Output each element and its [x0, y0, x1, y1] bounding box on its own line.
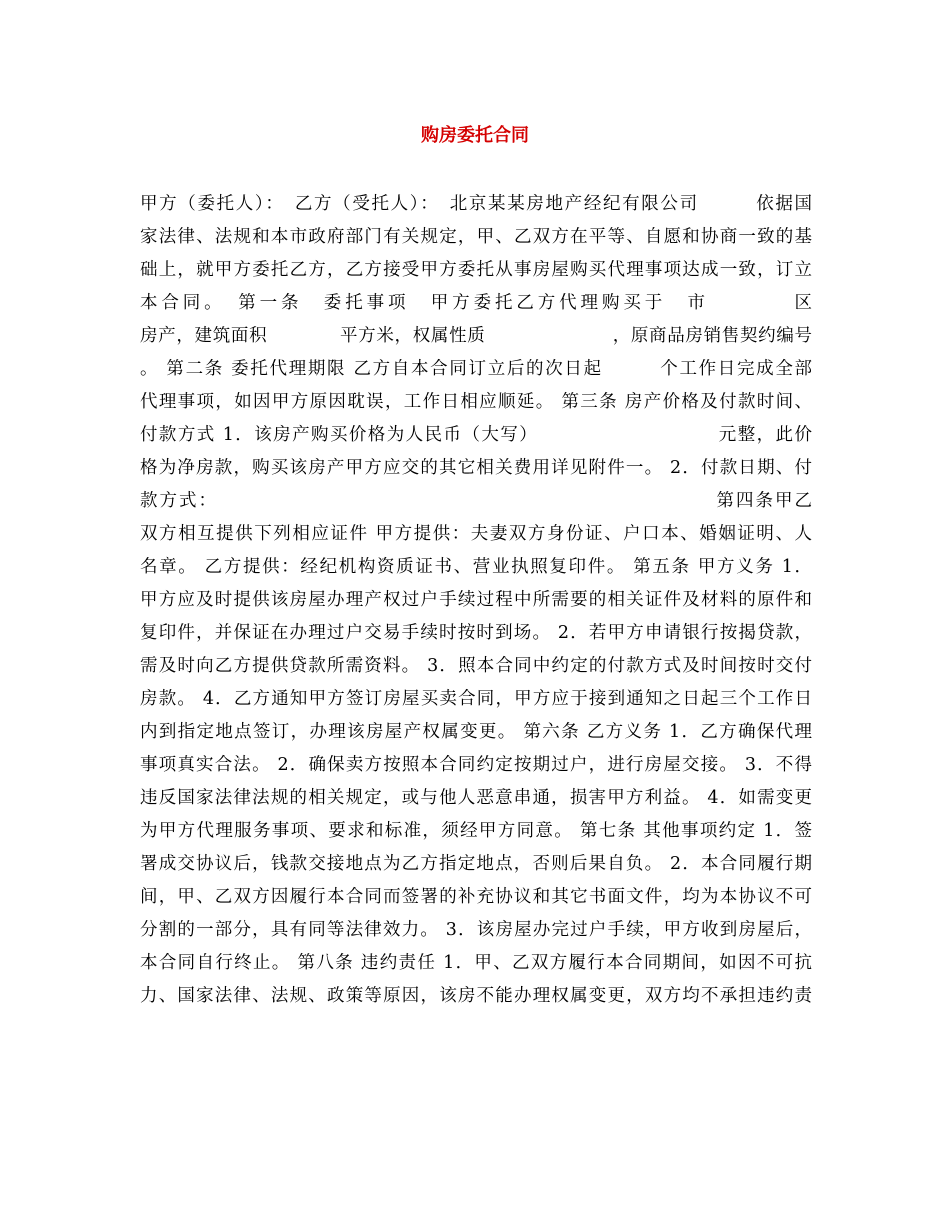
- body-line: 分割的一部分，具有同等法律效力。 3．该房屋办完过户手续，甲方收到房屋后，: [140, 920, 812, 940]
- body-line: 房产，建筑面积 平方米，权属性质 ，原商品房销售契约编号: [140, 326, 812, 346]
- body-line: 为甲方代理服务事项、要求和标准，须经甲方同意。 第七条 其他事项约定 1．签: [140, 821, 812, 841]
- body-line: 甲方应及时提供该房屋办理产权过户手续过程中所需要的相关证件及材料的原件和: [140, 590, 812, 610]
- body-line: 事项真实合法。 2．确保卖方按照本合同约定按期过户，进行房屋交接。 3．不得: [140, 755, 812, 775]
- body-line: 房款。 4．乙方通知甲方签订房屋买卖合同，甲方应于接到通知之日起三个工作日: [140, 689, 812, 709]
- body-line: 间，甲、乙双方因履行本合同而签署的补充协议和其它书面文件，均为本协议不可: [140, 887, 812, 907]
- body-line: 需及时向乙方提供贷款所需资料。 3．照本合同中约定的付款方式及时间按时交付: [140, 656, 812, 676]
- body-line: 付款方式 1．该房产购买价格为人民币（大写） 元整，此价: [140, 425, 812, 445]
- body-line: 双方相互提供下列相应证件 甲方提供：夫妻双方身份证、户口本、婚姻证明、人: [140, 524, 812, 544]
- body-line: 础上，就甲方委托乙方，乙方接受甲方委托从事房屋购买代理事项达成一致，订立: [140, 260, 812, 280]
- body-line: 本合同。 第一条 委托事项 甲方委托乙方代理购买于 市 区: [140, 293, 812, 313]
- body-line: 格为净房款，购买该房产甲方应交的其它相关费用详见附件一。 2．付款日期、付: [140, 458, 812, 478]
- body-line: 违反国家法律法规的相关规定，或与他人恶意串通，损害甲方利益。 4．如需变更: [140, 788, 812, 808]
- body-line: 署成交协议后，钱款交接地点为乙方指定地点，否则后果自负。 2．本合同履行期: [140, 854, 812, 874]
- body-line: 名章。 乙方提供：经纪机构资质证书、营业执照复印件。 第五条 甲方义务 1．: [140, 557, 812, 577]
- body-line: 本合同自行终止。 第八条 违约责任 1．甲、乙双方履行本合同期间，如因不可抗: [140, 953, 812, 973]
- body-line: 家法律、法规和本市政府部门有关规定，甲、乙双方在平等、自愿和协商一致的基: [140, 227, 812, 247]
- body-line: 代理事项，如因甲方原因耽误，工作日相应顺延。 第三条 房产价格及付款时间、: [140, 392, 812, 412]
- body-line: 款方式： 第四条甲乙: [140, 491, 812, 511]
- body-line: 力、国家法律、法规、政策等原因，该房不能办理权属变更，双方均不承担违约责: [140, 986, 812, 1006]
- contract-body: [140, 188, 812, 1013]
- body-line: 内到指定地点签订，办理该房屋产权属变更。 第六条 乙方义务 1．乙方确保代理: [140, 722, 812, 742]
- body-line: 。 第二条 委托代理期限 乙方自本合同订立后的次日起 个工作日完成全部: [140, 359, 812, 379]
- body-line: 甲方（委托人）： 乙方（受托人）： 北京某某房地产经纪有限公司 依据国: [140, 194, 812, 214]
- body-line: 复印件，并保证在办理过户交易手续时按时到场。 2．若甲方申请银行按揭贷款，: [140, 623, 812, 643]
- document-title: 购房委托合同: [421, 125, 529, 146]
